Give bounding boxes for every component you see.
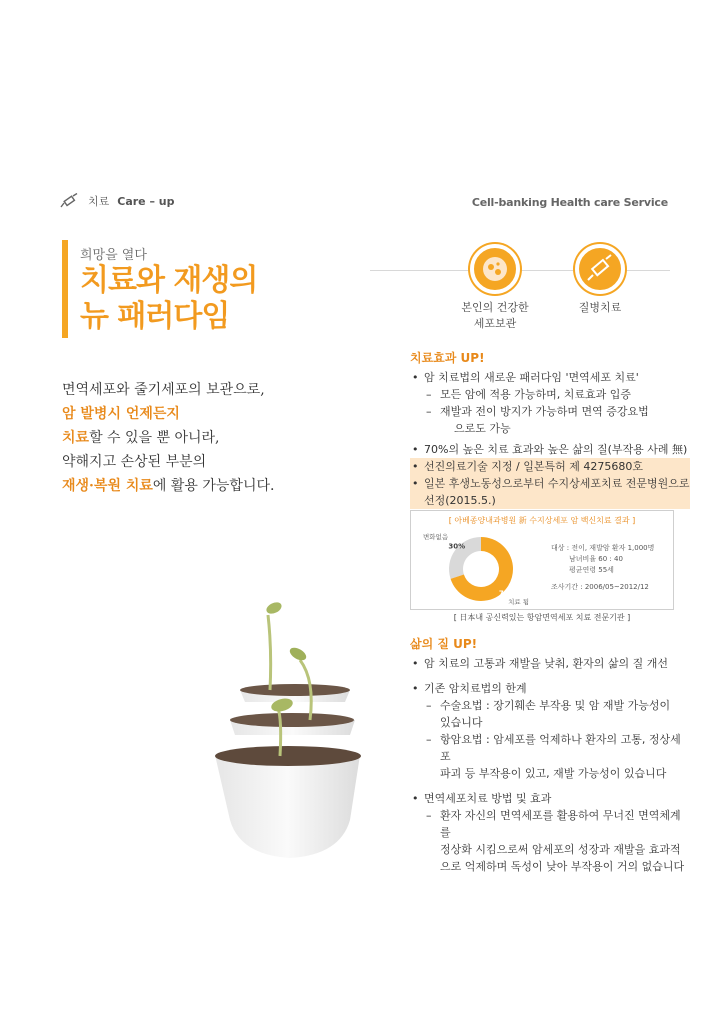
subtitle: 희망을 열다 xyxy=(80,248,147,263)
icon-label: 세포보관 xyxy=(473,317,517,330)
intro-line xyxy=(62,426,352,450)
list-item: • 기존 암치료법의 한계 xyxy=(410,680,690,697)
list-item-highlight: • 선진의료기술 지정 / 일본특허 제 4275680호 xyxy=(410,458,690,475)
result-chart xyxy=(410,510,674,610)
chart-title: [ 아베종양내과병원 新 수지상세포 암 백신치료 결과 ] xyxy=(448,516,636,525)
chart-info-line: 조사기간 : 2006/05~2012/12 xyxy=(551,583,649,591)
intro-line xyxy=(62,474,352,498)
intro-highlight: 치료 xyxy=(62,430,90,446)
pie-category-label: 치료 됨 xyxy=(508,598,529,606)
list-item-highlight: • 일본 후생노동성으로부터 수지상세포치료 전문병원으로 xyxy=(410,475,690,492)
chart-info-line: 대상 : 전이, 재발암 환자 1,000명 xyxy=(551,544,655,552)
syringe-icon xyxy=(60,193,80,209)
page-title-line1: 치료와 재생의 xyxy=(80,263,258,298)
pie-chart xyxy=(411,511,541,606)
pie-percent-label: 30% xyxy=(448,542,466,551)
chart-info-line: 남녀비율 60 : 40 xyxy=(569,555,623,563)
pie-category-label: 변화없음 xyxy=(423,533,449,541)
section-title: 삶의 질 UP! xyxy=(410,637,478,651)
intro-highlight: 재생·복원 치료 xyxy=(62,478,153,494)
cell-icon xyxy=(470,244,520,294)
intro-text xyxy=(62,378,352,498)
chart-info-line: 평균연령 55세 xyxy=(569,566,614,574)
section-title: 치료효과 UP! xyxy=(410,351,485,365)
category-label: 치료 xyxy=(88,195,110,208)
intro-line: 약해지고 손상된 부분의 xyxy=(62,454,207,470)
list-subitem-cont: 으로도 가능 xyxy=(454,422,511,435)
list-subitem-cont: 파괴 등 부작용이 있고, 재발 가능성이 있습니다 xyxy=(440,767,667,780)
list-subitem-cont: 정상화 시킴으로써 암세포의 성장과 재발을 효과적 xyxy=(440,843,681,856)
chart-info xyxy=(551,543,654,593)
category-bold: Care – up xyxy=(117,194,175,208)
treatment-section xyxy=(410,350,690,509)
chart-footnote: [ 日本내 공신력있는 항암면역세포 치료 전문기관 ] xyxy=(453,613,631,622)
page-category xyxy=(60,193,175,209)
intro-line: 면역세포와 줄기세포의 보관으로, xyxy=(62,382,265,398)
pie-percent-label: 70% xyxy=(498,589,516,598)
icon-label: 본인의 건강한 xyxy=(461,301,529,314)
icon-treatment xyxy=(560,244,640,316)
list-subitem-cont: 있습니다 xyxy=(440,716,483,729)
list-item: • 암 치료법의 새로운 패러다임 '면역세포 치료' xyxy=(410,369,690,386)
title-block xyxy=(62,240,257,338)
icon-label: 질병치료 xyxy=(578,301,622,314)
quality-section xyxy=(410,636,690,875)
list-subitem: – 항암요법 : 암세포를 억제하나 환자의 고통, 정상세포 xyxy=(410,731,690,765)
intro-text-rest: 할 수 있을 뿐 아니라, xyxy=(89,430,220,446)
list-subitem: – 환자 자신의 면역세포를 활용하여 무너진 면역체계를 xyxy=(410,807,690,841)
list-subitem: – 모든 암에 적용 가능하며, 치료효과 입증 xyxy=(410,386,690,403)
syringe-icon xyxy=(575,244,625,294)
icon-cell-storage xyxy=(440,244,550,332)
page-title-line2: 뉴 패러다임 xyxy=(80,299,230,334)
list-subitem-cont: 으로 억제하며 독성이 낮아 부작용이 거의 없습니다 xyxy=(440,860,685,873)
list-item: • 암 치료의 고통과 재발을 낮춰, 환자의 삶의 질 개선 xyxy=(410,655,690,672)
intro-highlight: 암 발병시 언제든지 xyxy=(62,406,180,422)
service-name: Cell-banking Health care Service xyxy=(471,196,668,209)
intro-text-rest: 에 활용 가능합니다. xyxy=(152,478,275,494)
list-item-highlight-cont: 선정(2015.5.) xyxy=(410,492,690,509)
list-subitem: – 수술요법 : 장기훼손 부작용 및 암 재발 가능성이 xyxy=(410,697,690,714)
list-item: • 70%의 높은 치료 효과와 높은 삶의 질(부작용 사례 無) xyxy=(410,441,690,458)
list-item: • 면역세포치료 방법 및 효과 xyxy=(410,790,690,807)
list-subitem: – 재발과 전이 방지가 가능하며 면역 증강요법 xyxy=(410,403,690,420)
plant-illustration xyxy=(200,590,370,870)
